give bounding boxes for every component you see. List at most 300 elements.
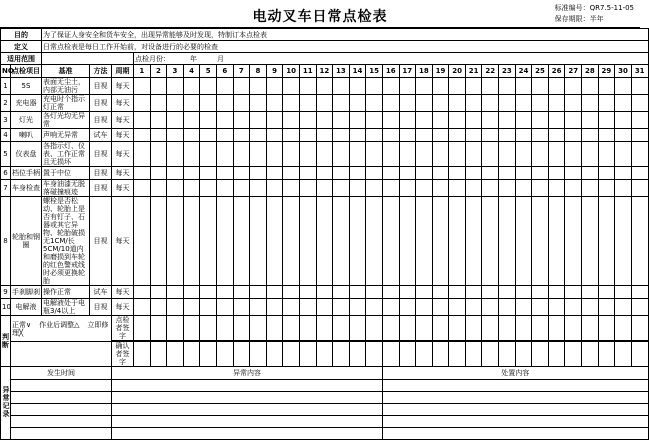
check-cell[interactable]: [582, 129, 599, 142]
check-cell[interactable]: [582, 299, 599, 316]
check-cell[interactable]: [548, 112, 565, 129]
abnormal-handling-cell[interactable]: [382, 404, 648, 416]
check-cell[interactable]: [316, 167, 333, 180]
check-cell[interactable]: [150, 129, 167, 142]
check-cell[interactable]: [399, 142, 416, 167]
check-cell[interactable]: [515, 299, 532, 316]
check-cell[interactable]: [465, 167, 482, 180]
check-cell[interactable]: [565, 180, 582, 197]
confirmer-sign-cell[interactable]: [382, 342, 399, 367]
check-cell[interactable]: [266, 142, 283, 167]
inspector-sign-cell[interactable]: [349, 316, 366, 341]
check-cell[interactable]: [183, 129, 200, 142]
check-cell[interactable]: [499, 142, 516, 167]
check-cell[interactable]: [449, 167, 466, 180]
inspector-sign-cell[interactable]: [134, 316, 151, 341]
check-cell[interactable]: [167, 129, 184, 142]
check-cell[interactable]: [532, 129, 549, 142]
check-cell[interactable]: [216, 78, 233, 95]
check-cell[interactable]: [233, 180, 250, 197]
check-cell[interactable]: [548, 78, 565, 95]
check-cell[interactable]: [631, 112, 648, 129]
check-cell[interactable]: [250, 299, 267, 316]
check-cell[interactable]: [134, 299, 151, 316]
check-cell[interactable]: [150, 299, 167, 316]
check-cell[interactable]: [399, 180, 416, 197]
confirmer-sign-cell[interactable]: [548, 342, 565, 367]
check-cell[interactable]: [366, 112, 383, 129]
check-cell[interactable]: [465, 286, 482, 299]
check-cell[interactable]: [366, 95, 383, 112]
check-cell[interactable]: [515, 180, 532, 197]
check-cell[interactable]: [382, 112, 399, 129]
inspector-sign-cell[interactable]: [183, 316, 200, 341]
check-cell[interactable]: [167, 197, 184, 286]
check-cell[interactable]: [266, 299, 283, 316]
check-cell[interactable]: [432, 286, 449, 299]
check-cell[interactable]: [299, 167, 316, 180]
check-cell[interactable]: [416, 112, 433, 129]
check-cell[interactable]: [183, 167, 200, 180]
check-cell[interactable]: [432, 167, 449, 180]
confirmer-sign-cell[interactable]: [266, 342, 283, 367]
inspector-sign-cell[interactable]: [366, 316, 383, 341]
check-cell[interactable]: [283, 142, 300, 167]
check-cell[interactable]: [200, 197, 217, 286]
check-cell[interactable]: [333, 95, 350, 112]
check-cell[interactable]: [399, 95, 416, 112]
check-cell[interactable]: [183, 299, 200, 316]
check-cell[interactable]: [631, 142, 648, 167]
check-cell[interactable]: [316, 78, 333, 95]
confirmer-sign-cell[interactable]: [233, 342, 250, 367]
check-cell[interactable]: [432, 180, 449, 197]
check-cell[interactable]: [598, 95, 615, 112]
check-cell[interactable]: [582, 167, 599, 180]
check-cell[interactable]: [449, 129, 466, 142]
check-cell[interactable]: [366, 142, 383, 167]
confirmer-sign-cell[interactable]: [465, 342, 482, 367]
check-cell[interactable]: [150, 167, 167, 180]
check-cell[interactable]: [333, 167, 350, 180]
check-cell[interactable]: [167, 78, 184, 95]
confirmer-sign-cell[interactable]: [299, 342, 316, 367]
check-cell[interactable]: [615, 286, 632, 299]
check-cell[interactable]: [598, 197, 615, 286]
check-cell[interactable]: [283, 286, 300, 299]
check-cell[interactable]: [167, 180, 184, 197]
confirmer-sign-cell[interactable]: [167, 342, 184, 367]
check-cell[interactable]: [382, 167, 399, 180]
check-cell[interactable]: [250, 197, 267, 286]
check-cell[interactable]: [416, 197, 433, 286]
check-cell[interactable]: [299, 78, 316, 95]
abnormal-handling-cell[interactable]: [382, 392, 648, 404]
inspector-sign-cell[interactable]: [299, 316, 316, 341]
inspector-sign-cell[interactable]: [582, 316, 599, 341]
check-cell[interactable]: [134, 78, 151, 95]
check-cell[interactable]: [532, 197, 549, 286]
abnormal-content-cell[interactable]: [112, 428, 383, 440]
check-cell[interactable]: [499, 197, 516, 286]
check-cell[interactable]: [316, 129, 333, 142]
check-cell[interactable]: [167, 167, 184, 180]
check-cell[interactable]: [183, 112, 200, 129]
abnormal-content-cell[interactable]: [112, 416, 383, 428]
check-cell[interactable]: [134, 142, 151, 167]
confirmer-sign-cell[interactable]: [216, 342, 233, 367]
confirmer-sign-cell[interactable]: [416, 342, 433, 367]
check-cell[interactable]: [266, 78, 283, 95]
check-cell[interactable]: [167, 299, 184, 316]
check-cell[interactable]: [216, 197, 233, 286]
check-cell[interactable]: [382, 197, 399, 286]
check-cell[interactable]: [382, 299, 399, 316]
abnormal-time-cell[interactable]: [11, 416, 112, 428]
abnormal-time-cell[interactable]: [11, 404, 112, 416]
check-cell[interactable]: [565, 167, 582, 180]
check-cell[interactable]: [515, 129, 532, 142]
check-cell[interactable]: [366, 167, 383, 180]
check-cell[interactable]: [499, 299, 516, 316]
check-cell[interactable]: [449, 142, 466, 167]
abnormal-handling-cell[interactable]: [382, 380, 648, 392]
check-cell[interactable]: [200, 129, 217, 142]
confirmer-sign-cell[interactable]: [615, 342, 632, 367]
check-cell[interactable]: [399, 197, 416, 286]
check-cell[interactable]: [532, 180, 549, 197]
check-cell[interactable]: [499, 167, 516, 180]
check-cell[interactable]: [515, 95, 532, 112]
check-cell[interactable]: [499, 180, 516, 197]
check-cell[interactable]: [299, 112, 316, 129]
check-cell[interactable]: [482, 112, 499, 129]
check-cell[interactable]: [565, 142, 582, 167]
abnormal-handling-cell[interactable]: [382, 416, 648, 428]
check-cell[interactable]: [565, 129, 582, 142]
check-cell[interactable]: [582, 180, 599, 197]
check-cell[interactable]: [598, 129, 615, 142]
check-cell[interactable]: [449, 299, 466, 316]
check-cell[interactable]: [615, 299, 632, 316]
confirmer-sign-cell[interactable]: [399, 342, 416, 367]
check-cell[interactable]: [615, 129, 632, 142]
check-cell[interactable]: [183, 180, 200, 197]
check-cell[interactable]: [216, 129, 233, 142]
check-cell[interactable]: [299, 95, 316, 112]
check-cell[interactable]: [349, 167, 366, 180]
check-cell[interactable]: [499, 78, 516, 95]
check-cell[interactable]: [266, 180, 283, 197]
check-cell[interactable]: [565, 78, 582, 95]
check-cell[interactable]: [532, 286, 549, 299]
check-cell[interactable]: [299, 142, 316, 167]
abnormal-time-cell[interactable]: [11, 428, 112, 440]
inspector-sign-cell[interactable]: [548, 316, 565, 341]
check-cell[interactable]: [150, 112, 167, 129]
check-cell[interactable]: [250, 112, 267, 129]
check-cell[interactable]: [233, 299, 250, 316]
month-field[interactable]: [134, 53, 649, 65]
check-cell[interactable]: [283, 95, 300, 112]
check-cell[interactable]: [216, 286, 233, 299]
inspector-sign-cell[interactable]: [499, 316, 516, 341]
check-cell[interactable]: [316, 286, 333, 299]
check-cell[interactable]: [366, 197, 383, 286]
check-cell[interactable]: [150, 180, 167, 197]
confirmer-sign-cell[interactable]: [200, 342, 217, 367]
check-cell[interactable]: [316, 112, 333, 129]
check-cell[interactable]: [631, 180, 648, 197]
check-cell[interactable]: [631, 95, 648, 112]
check-cell[interactable]: [548, 142, 565, 167]
check-cell[interactable]: [631, 197, 648, 286]
check-cell[interactable]: [565, 299, 582, 316]
check-cell[interactable]: [432, 78, 449, 95]
confirmer-sign-cell[interactable]: [283, 342, 300, 367]
inspector-sign-cell[interactable]: [432, 316, 449, 341]
inspector-sign-cell[interactable]: [333, 316, 350, 341]
confirmer-sign-cell[interactable]: [499, 342, 516, 367]
confirmer-sign-cell[interactable]: [316, 342, 333, 367]
check-cell[interactable]: [499, 129, 516, 142]
check-cell[interactable]: [349, 299, 366, 316]
inspector-sign-cell[interactable]: [449, 316, 466, 341]
check-cell[interactable]: [548, 95, 565, 112]
check-cell[interactable]: [416, 167, 433, 180]
check-cell[interactable]: [250, 286, 267, 299]
check-cell[interactable]: [465, 142, 482, 167]
check-cell[interactable]: [349, 197, 366, 286]
inspector-sign-cell[interactable]: [316, 316, 333, 341]
check-cell[interactable]: [366, 129, 383, 142]
inspector-sign-cell[interactable]: [266, 316, 283, 341]
inspector-sign-cell[interactable]: [416, 316, 433, 341]
check-cell[interactable]: [548, 129, 565, 142]
check-cell[interactable]: [416, 299, 433, 316]
check-cell[interactable]: [250, 95, 267, 112]
check-cell[interactable]: [250, 142, 267, 167]
check-cell[interactable]: [167, 95, 184, 112]
check-cell[interactable]: [382, 129, 399, 142]
check-cell[interactable]: [200, 78, 217, 95]
check-cell[interactable]: [499, 95, 516, 112]
check-cell[interactable]: [548, 167, 565, 180]
inspector-sign-cell[interactable]: [250, 316, 267, 341]
check-cell[interactable]: [333, 142, 350, 167]
check-cell[interactable]: [615, 78, 632, 95]
check-cell[interactable]: [449, 95, 466, 112]
check-cell[interactable]: [482, 78, 499, 95]
check-cell[interactable]: [399, 78, 416, 95]
check-cell[interactable]: [349, 78, 366, 95]
check-cell[interactable]: [366, 286, 383, 299]
check-cell[interactable]: [183, 95, 200, 112]
check-cell[interactable]: [233, 197, 250, 286]
check-cell[interactable]: [299, 197, 316, 286]
check-cell[interactable]: [482, 286, 499, 299]
check-cell[interactable]: [582, 112, 599, 129]
check-cell[interactable]: [134, 286, 151, 299]
check-cell[interactable]: [134, 197, 151, 286]
confirmer-sign-cell[interactable]: [449, 342, 466, 367]
check-cell[interactable]: [631, 78, 648, 95]
check-cell[interactable]: [416, 95, 433, 112]
check-cell[interactable]: [266, 197, 283, 286]
check-cell[interactable]: [548, 180, 565, 197]
inspector-sign-cell[interactable]: [615, 316, 632, 341]
check-cell[interactable]: [349, 142, 366, 167]
check-cell[interactable]: [449, 180, 466, 197]
check-cell[interactable]: [134, 112, 151, 129]
abnormal-content-cell[interactable]: [112, 404, 383, 416]
inspector-sign-cell[interactable]: [515, 316, 532, 341]
check-cell[interactable]: [333, 112, 350, 129]
check-cell[interactable]: [532, 112, 549, 129]
abnormal-time-cell[interactable]: [11, 392, 112, 404]
check-cell[interactable]: [399, 129, 416, 142]
check-cell[interactable]: [416, 129, 433, 142]
check-cell[interactable]: [615, 142, 632, 167]
check-cell[interactable]: [548, 197, 565, 286]
inspector-sign-cell[interactable]: [382, 316, 399, 341]
check-cell[interactable]: [316, 142, 333, 167]
check-cell[interactable]: [167, 286, 184, 299]
check-cell[interactable]: [449, 286, 466, 299]
check-cell[interactable]: [316, 197, 333, 286]
check-cell[interactable]: [532, 299, 549, 316]
check-cell[interactable]: [216, 112, 233, 129]
check-cell[interactable]: [200, 180, 217, 197]
check-cell[interactable]: [283, 299, 300, 316]
check-cell[interactable]: [532, 167, 549, 180]
check-cell[interactable]: [266, 112, 283, 129]
inspector-sign-cell[interactable]: [167, 316, 184, 341]
confirmer-sign-cell[interactable]: [432, 342, 449, 367]
check-cell[interactable]: [399, 299, 416, 316]
check-cell[interactable]: [598, 142, 615, 167]
check-cell[interactable]: [432, 142, 449, 167]
check-cell[interactable]: [266, 286, 283, 299]
check-cell[interactable]: [582, 95, 599, 112]
check-cell[interactable]: [233, 112, 250, 129]
check-cell[interactable]: [465, 129, 482, 142]
check-cell[interactable]: [465, 197, 482, 286]
check-cell[interactable]: [266, 95, 283, 112]
check-cell[interactable]: [615, 167, 632, 180]
check-cell[interactable]: [200, 167, 217, 180]
check-cell[interactable]: [399, 167, 416, 180]
check-cell[interactable]: [266, 129, 283, 142]
check-cell[interactable]: [582, 142, 599, 167]
check-cell[interactable]: [366, 180, 383, 197]
check-cell[interactable]: [482, 167, 499, 180]
check-cell[interactable]: [532, 95, 549, 112]
check-cell[interactable]: [134, 167, 151, 180]
check-cell[interactable]: [432, 197, 449, 286]
check-cell[interactable]: [565, 197, 582, 286]
check-cell[interactable]: [598, 112, 615, 129]
inspector-sign-cell[interactable]: [200, 316, 217, 341]
check-cell[interactable]: [150, 197, 167, 286]
inspector-sign-cell[interactable]: [565, 316, 582, 341]
check-cell[interactable]: [200, 95, 217, 112]
check-cell[interactable]: [465, 180, 482, 197]
check-cell[interactable]: [233, 167, 250, 180]
check-cell[interactable]: [449, 197, 466, 286]
check-cell[interactable]: [465, 299, 482, 316]
inspector-sign-cell[interactable]: [283, 316, 300, 341]
check-cell[interactable]: [615, 112, 632, 129]
check-cell[interactable]: [233, 286, 250, 299]
check-cell[interactable]: [416, 180, 433, 197]
abnormal-content-cell[interactable]: [112, 392, 383, 404]
check-cell[interactable]: [366, 299, 383, 316]
check-cell[interactable]: [349, 129, 366, 142]
check-cell[interactable]: [150, 78, 167, 95]
check-cell[interactable]: [515, 167, 532, 180]
check-cell[interactable]: [382, 78, 399, 95]
check-cell[interactable]: [216, 167, 233, 180]
inspector-sign-cell[interactable]: [532, 316, 549, 341]
check-cell[interactable]: [416, 78, 433, 95]
check-cell[interactable]: [382, 286, 399, 299]
inspector-sign-cell[interactable]: [598, 316, 615, 341]
check-cell[interactable]: [598, 286, 615, 299]
check-cell[interactable]: [299, 180, 316, 197]
check-cell[interactable]: [482, 299, 499, 316]
check-cell[interactable]: [299, 299, 316, 316]
check-cell[interactable]: [233, 95, 250, 112]
abnormal-handling-cell[interactable]: [382, 428, 648, 440]
check-cell[interactable]: [250, 129, 267, 142]
confirmer-sign-cell[interactable]: [565, 342, 582, 367]
check-cell[interactable]: [200, 142, 217, 167]
check-cell[interactable]: [250, 78, 267, 95]
check-cell[interactable]: [499, 112, 516, 129]
check-cell[interactable]: [216, 95, 233, 112]
check-cell[interactable]: [250, 167, 267, 180]
check-cell[interactable]: [482, 197, 499, 286]
check-cell[interactable]: [631, 299, 648, 316]
check-cell[interactable]: [515, 286, 532, 299]
check-cell[interactable]: [150, 95, 167, 112]
confirmer-sign-cell[interactable]: [366, 342, 383, 367]
check-cell[interactable]: [333, 78, 350, 95]
check-cell[interactable]: [598, 167, 615, 180]
inspector-sign-cell[interactable]: [399, 316, 416, 341]
check-cell[interactable]: [283, 167, 300, 180]
check-cell[interactable]: [283, 78, 300, 95]
check-cell[interactable]: [499, 286, 516, 299]
check-cell[interactable]: [515, 197, 532, 286]
check-cell[interactable]: [150, 286, 167, 299]
check-cell[interactable]: [233, 142, 250, 167]
check-cell[interactable]: [366, 78, 383, 95]
inspector-sign-cell[interactable]: [631, 316, 648, 341]
check-cell[interactable]: [200, 299, 217, 316]
check-cell[interactable]: [515, 78, 532, 95]
check-cell[interactable]: [349, 286, 366, 299]
confirmer-sign-cell[interactable]: [333, 342, 350, 367]
confirmer-sign-cell[interactable]: [150, 342, 167, 367]
check-cell[interactable]: [150, 142, 167, 167]
check-cell[interactable]: [382, 95, 399, 112]
check-cell[interactable]: [399, 286, 416, 299]
confirmer-sign-cell[interactable]: [515, 342, 532, 367]
check-cell[interactable]: [598, 180, 615, 197]
check-cell[interactable]: [233, 129, 250, 142]
